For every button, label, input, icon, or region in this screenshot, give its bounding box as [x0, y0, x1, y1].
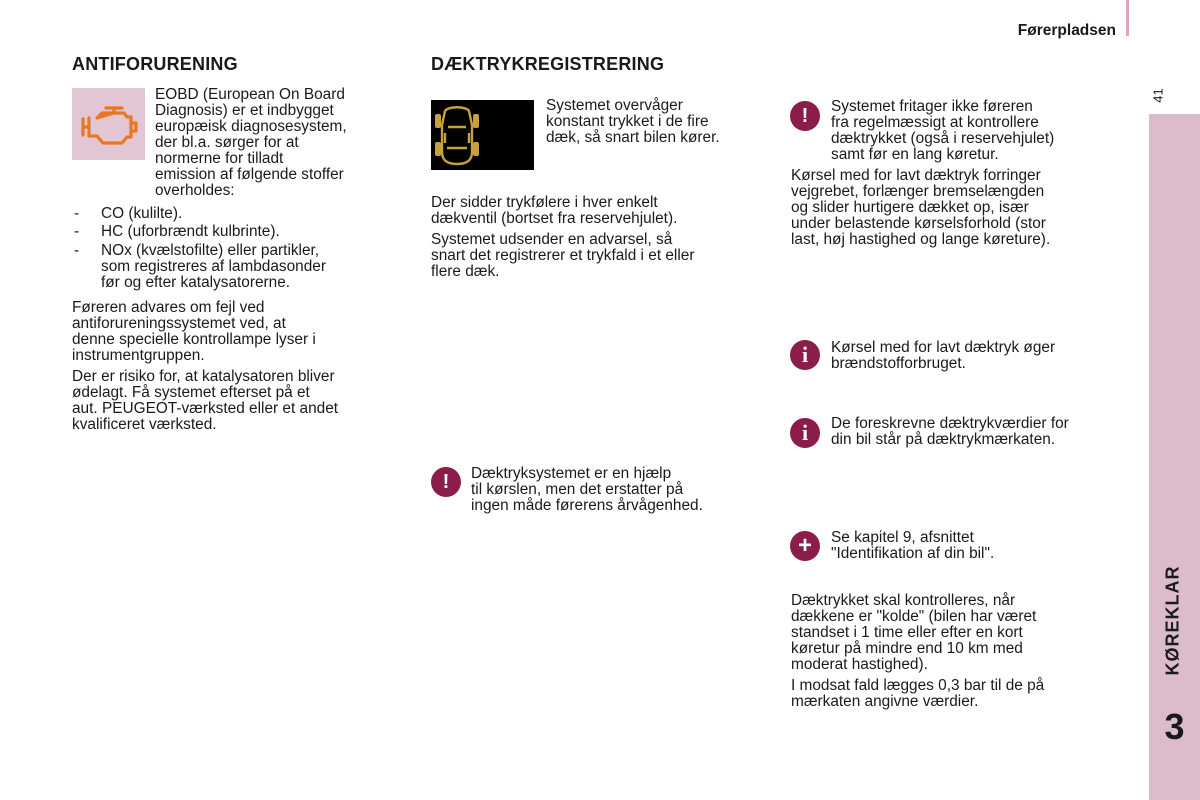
text-line: samt før en lang køretur. — [831, 146, 999, 163]
text-line: Dæktrykket skal kontrolleres, når — [791, 592, 1016, 609]
text-line: "Identifikation af din bil". — [831, 545, 995, 562]
text-line: Kørsel med for lavt dæktryk øger — [831, 339, 1056, 356]
text-line: kvalificeret værksted. — [72, 416, 217, 433]
list-item — [72, 206, 326, 222]
text-line: emission af følgende stoffer — [155, 166, 344, 183]
chapter-tab-label: KØREKLAR — [1162, 565, 1183, 676]
list-item — [72, 243, 326, 291]
tyre-image-caption — [546, 98, 720, 146]
text-line: dæk, så snart bilen kører. — [546, 129, 720, 146]
list-text: CO (kulilte). — [101, 205, 183, 222]
list-text: HC (uforbrændt kulbrinte). — [101, 223, 280, 240]
text-line: Systemet udsender en advarsel, så — [431, 231, 673, 248]
section-header: Førerpladsen — [1017, 22, 1116, 39]
list-text: som registreres af lambdasonder — [101, 258, 326, 275]
text-line: konstant trykket i de fire — [546, 113, 709, 130]
text-line: mærkaten angivne værdier. — [791, 693, 979, 710]
text-line: Der sidder trykfølere i hver enkelt — [431, 194, 658, 211]
engine-warning-icon — [72, 88, 145, 160]
engine-warning-lamp-panel — [72, 88, 145, 160]
text-line: der bl.a. sørger for at — [155, 134, 299, 151]
antiforurening-title: ANTIFORURENING — [72, 54, 238, 74]
list-text: før og efter katalysatorerne. — [101, 274, 291, 291]
daek-warning-note — [471, 466, 703, 514]
page-number: 41 — [1150, 88, 1166, 103]
list-item — [72, 224, 326, 240]
text-line: til kørslen, men det erstatter på — [471, 481, 684, 498]
header-divider — [1126, 0, 1129, 36]
reference-note — [831, 530, 994, 562]
text-line: aut. PEUGEOT-værksted eller et andet — [72, 400, 339, 417]
text-line: Kørsel med for lavt dæktryk forringer — [791, 167, 1041, 184]
list-text: NOx (kvælstofilte) eller partikler, — [101, 242, 320, 259]
text-line: Systemet overvåger — [546, 97, 683, 114]
text-line: dækventil (bortset fra reservehjulet). — [431, 210, 678, 227]
text-line: standset i 1 time eller efter en kort — [791, 624, 1023, 641]
right-paragraph-1 — [791, 593, 1036, 673]
tyre-pressure-display-panel — [431, 100, 534, 170]
warning-icon: ! — [431, 467, 461, 497]
text-line: brændstofforbruget. — [831, 355, 966, 372]
right-warning-note — [831, 99, 1054, 163]
text-line: Der er risiko for, at katalysatoren bliver — [72, 368, 335, 385]
text-line: fra regelmæssigt at kontrollere — [831, 114, 1039, 131]
text-line: Se kapitel 9, afsnittet — [831, 529, 974, 546]
text-line: instrumentgruppen. — [72, 347, 205, 364]
text-line: snart det registrerer et trykfald i et eller — [431, 247, 695, 264]
text-line: I modsat fald lægges 0,3 bar til de på — [791, 677, 1045, 694]
text-line: din bil står på dæktrykmærkaten. — [831, 431, 1056, 448]
text-line: under belastende kørselsforhold (stor — [791, 215, 1046, 232]
chapter-tab — [1149, 114, 1200, 800]
text-line: flere dæk. — [431, 263, 500, 280]
text-line: ødelagt. Få systemet efterset på et — [72, 384, 310, 401]
info-icon: i — [790, 340, 820, 370]
text-line: Føreren advares om fejl ved — [72, 299, 265, 316]
info-icon: i — [790, 418, 820, 448]
antiforurening-intro — [155, 87, 347, 199]
text-line: ingen måde førerens årvågenhed. — [471, 497, 703, 514]
text-line: last, høj hastighed og lange køreture). — [791, 231, 1051, 248]
daek-paragraph-2 — [431, 232, 694, 280]
text-line: EOBD (European On Board — [155, 86, 345, 103]
chapter-number: 3 — [1164, 706, 1185, 747]
antiforurening-paragraph-1 — [72, 300, 316, 364]
plus-icon: + — [790, 531, 820, 561]
text-line: europæisk diagnosesystem, — [155, 118, 347, 135]
daek-paragraph-1 — [431, 195, 677, 227]
right-paragraph-2 — [791, 678, 1044, 710]
text-line: Diagnosis) er et indbygget — [155, 102, 334, 119]
list-dash: - — [74, 223, 80, 240]
text-line: vejgrebet, forlænger bremselængden — [791, 183, 1045, 200]
text-line: denne specielle kontrollampe lyser i — [72, 331, 316, 348]
antiforurening-paragraph-2 — [72, 369, 338, 433]
text-line: normerne for tilladt — [155, 150, 284, 167]
daektryk-title: DÆKTRYKREGISTRERING — [431, 54, 665, 74]
text-line: og slider hurtigere dækket op, især — [791, 199, 1029, 216]
list-dash: - — [74, 205, 80, 222]
warning-icon: ! — [790, 101, 820, 131]
text-line: køretur på mindre end 10 km med — [791, 640, 1023, 657]
text-line: Systemet fritager ikke føreren — [831, 98, 1033, 115]
text-line: dæktrykket (også i reservehjulet) — [831, 130, 1055, 147]
text-line: Dæktryksystemet er en hjælp — [471, 465, 672, 482]
text-line: antiforureningssystemet ved, at — [72, 315, 286, 332]
info-note-fuel — [831, 340, 1055, 372]
info-note-label — [831, 416, 1069, 448]
text-line: moderat hastighed). — [791, 656, 928, 673]
text-line: De foreskrevne dæktrykværdier for — [831, 415, 1069, 432]
emission-list — [72, 206, 326, 291]
tyre-pressure-icon — [431, 100, 534, 170]
text-line: overholdes: — [155, 182, 235, 199]
list-dash: - — [74, 242, 80, 259]
right-warning-paragraph — [791, 168, 1050, 248]
text-line: dækkene er "kolde" (bilen har været — [791, 608, 1037, 625]
